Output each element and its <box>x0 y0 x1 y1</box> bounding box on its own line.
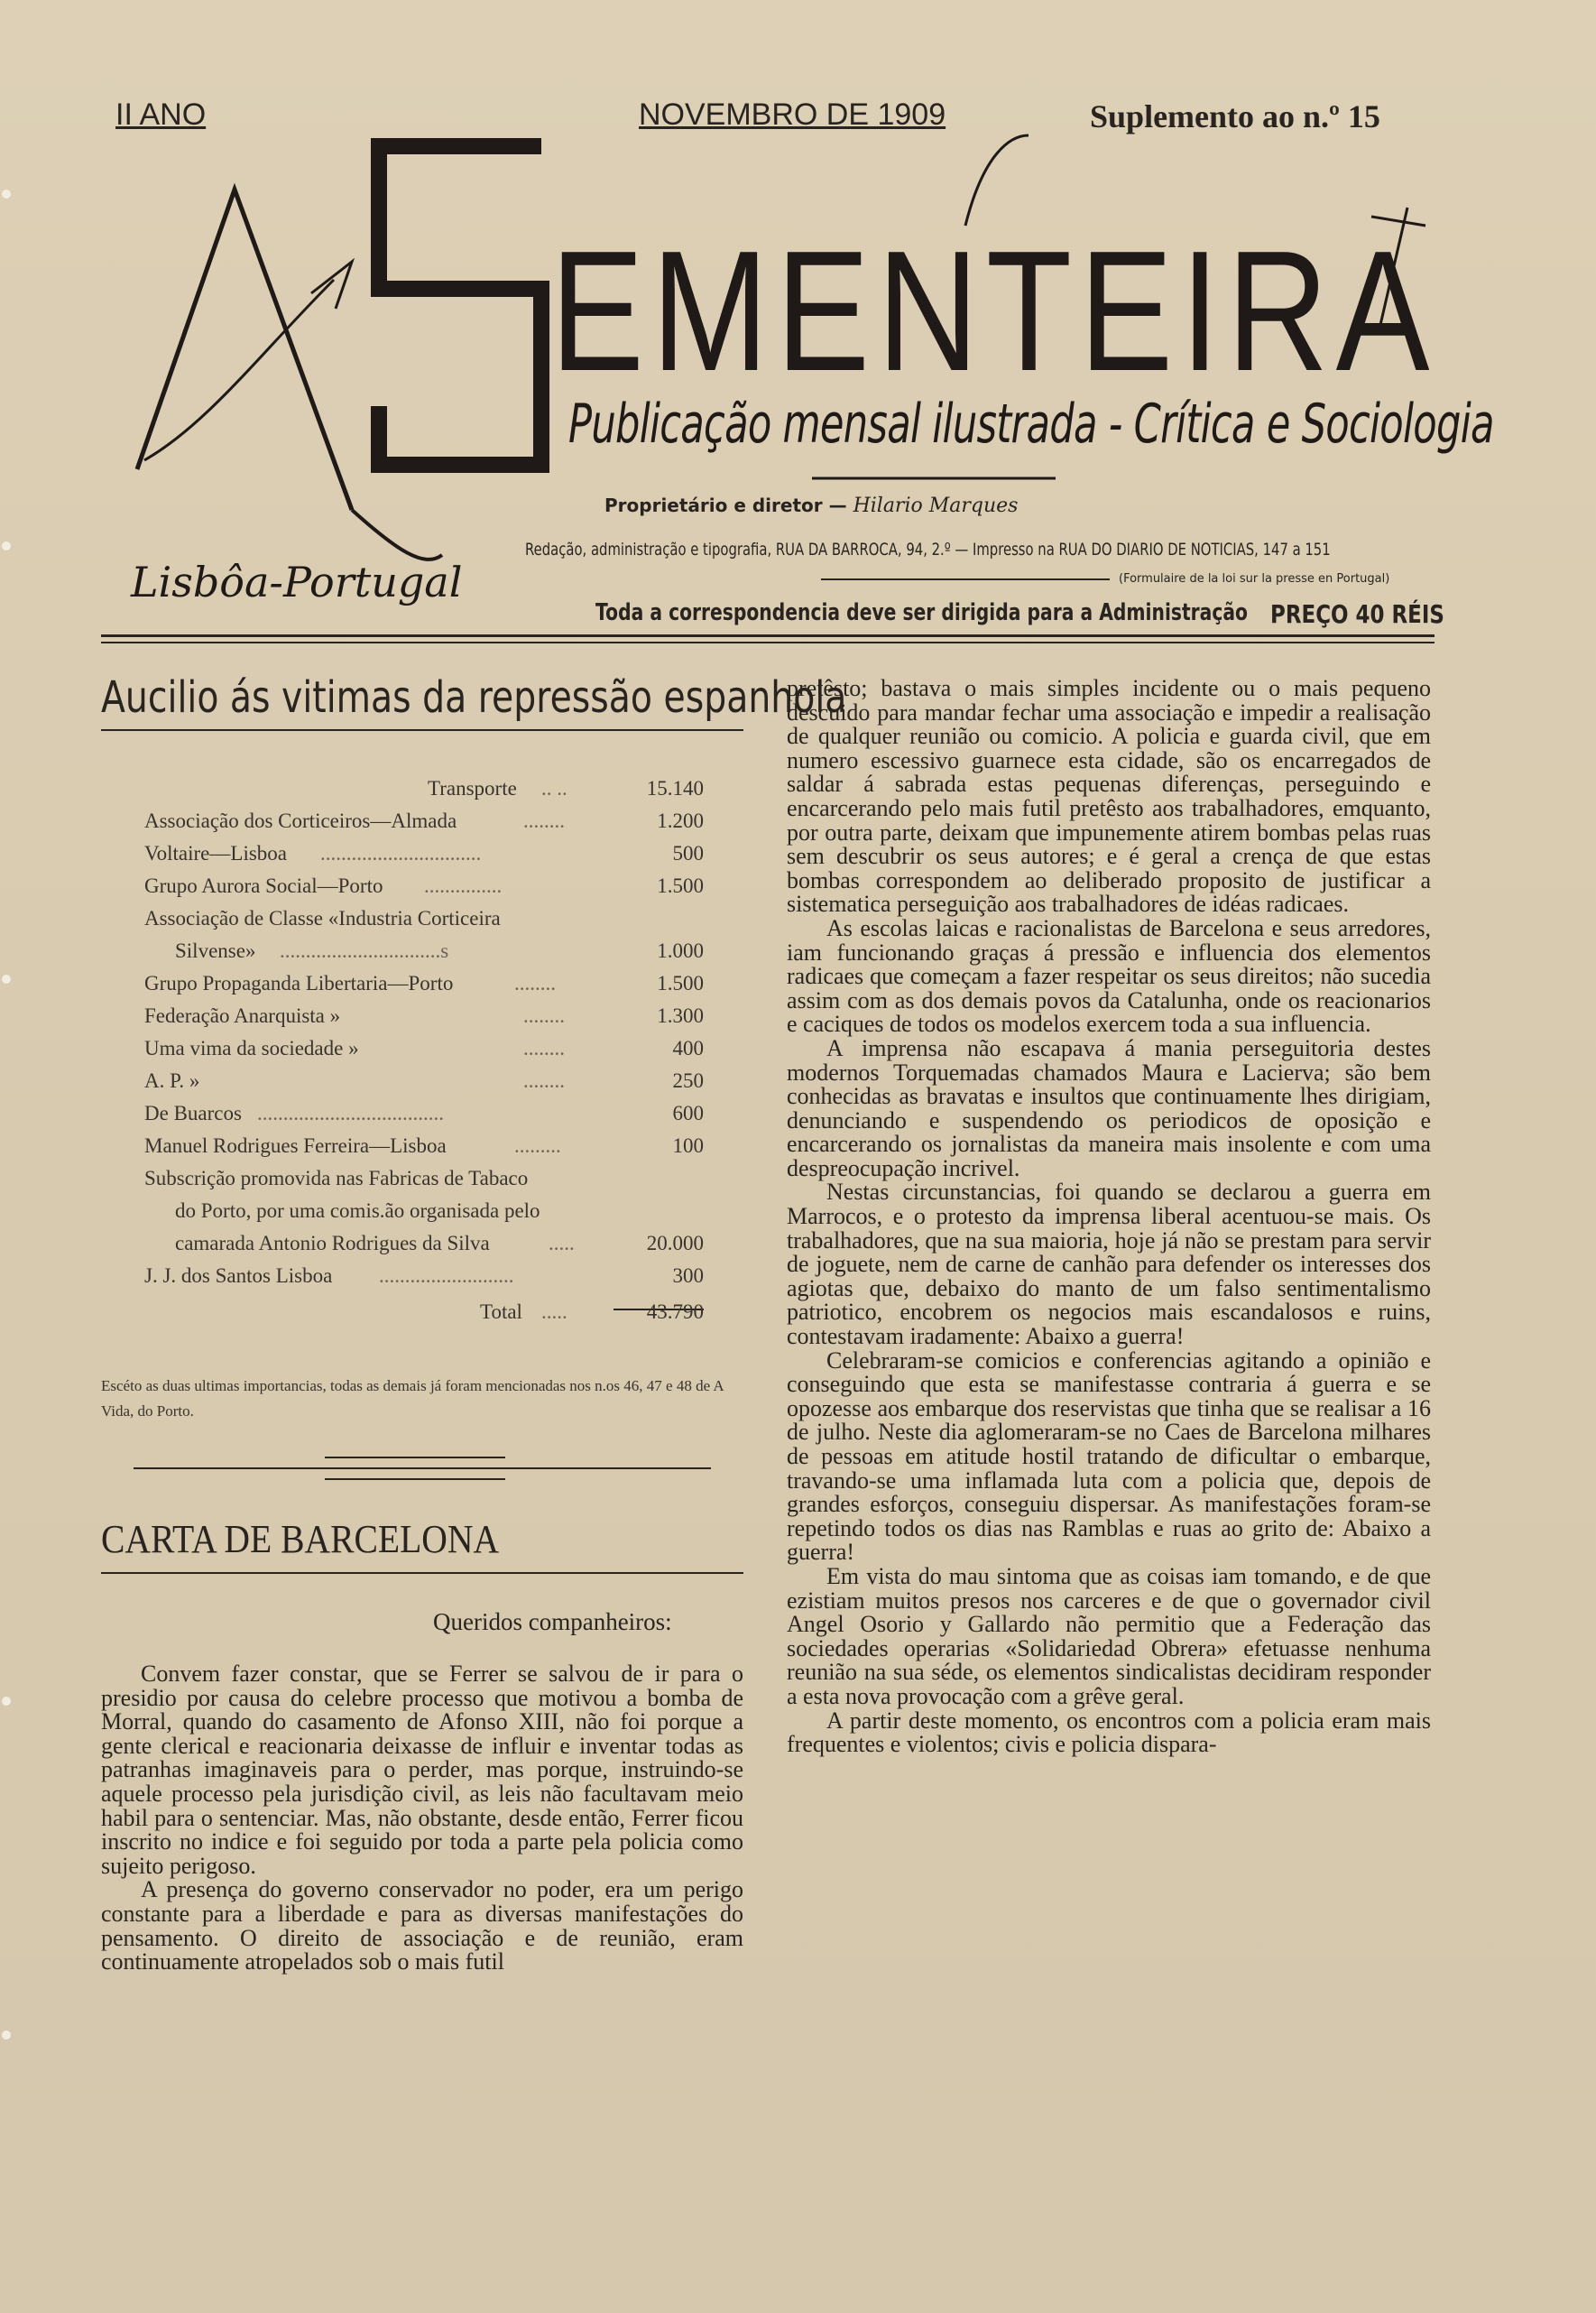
separator-rule <box>134 1467 711 1469</box>
torn-edge <box>0 0 20 2313</box>
owner-label: Proprietário e diretor — <box>604 495 847 516</box>
paragraph: Em vista do mau sintoma que as coisas iam tomando, e de que ezistiam muitos presos nos carceres e de que o governador civil Angel Osorio y Gallardo não permitio que a Federação das sociedades operarias «Solidariedad Obrera» efetuasse nenhuma reunião na sua séde, os elementos sindicalistas decidiram responder a esta nova provocação com a grêve geral. <box>787 1562 1431 1709</box>
paragraph: pretêsto; bastava o mais simples incidente ou o mais pequeno descuido para mandar fechar uma associação e impedir a realisação de qualquer reunião ou comicio. A policia e guarda civil, que em numero escessivo guarnece esta cidade, são os encarregados de saldar á sabrada estas pequenas diferenças, perseguindo e encarcerando pelo mais futil pretêsto aos trabalhadores, emquanto, por outra parte, deixam que impunemente atirem bombas pelas ruas sem descubrir os seus autores; e é geral a crença de que estas bombas correspondem ao deliberado proposito de justificar a sistematica perseguição aos trabalhadores de idéas radicaes. <box>787 675 1431 918</box>
masthead-subtitle: Publicação mensal ilustrada - Crítica e Sociologia <box>568 393 1494 456</box>
donation-row: Manuel Rodrigues Ferreira—Lisboa ......... 100 <box>144 1134 704 1157</box>
paragraph: Celebraram-se comicios e conferencias agitando a opinião e conseguindo que esta se manifestasse contraria á guerra e se opozesse aos embarque dos reservistas que tinha que se realisar a 16 de julho. Neste dia aglomeraram-se no Caes de Barcelona milhares de pessoas em atitude hostil tratando de dificultar o embarque, travando-se uma inflamada luta com a policia que, depois de grandes esforços, conseguiu dispersar. As manifestações foram-se repetindo todos os dias nas Ramblas e ruas ao grito de: Abaixo a guerra! <box>787 1346 1431 1566</box>
donation-row: A. P. » ........ 250 <box>144 1069 704 1092</box>
address-underline <box>821 578 1110 580</box>
donations-list <box>144 773 704 1328</box>
donation-row: Federação Anarquista » ........ 1.300 <box>144 1004 704 1027</box>
donation-row: Voltaire—Lisboa ............................... 500 <box>144 842 704 865</box>
donation-row: Transporte .. .. 15.140 <box>428 777 704 800</box>
donation-row: do Porto, por uma comis.ão organisada pelo <box>175 1199 540 1222</box>
press-law-note: (Formulaire de la loi sur la presse en Portugal) <box>1119 572 1390 586</box>
carta-heading: CARTA DE BARCELONA <box>101 1517 500 1561</box>
address-line: Redação, administração e tipografia, RUA DA BARROCA, 94, 2.º — Impresso na RUA DO DIARIO DE NOTICIAS, 147 a 151 <box>525 540 1331 560</box>
carta-heading-rule <box>101 1572 743 1574</box>
paragraph: A partir deste momento, os encontros com a policia eram mais frequentes e violentos; civis e policia dispara- <box>787 1707 1431 1758</box>
auxilio-heading: Aucilio ás vitimas da repressão espanhola <box>101 672 847 723</box>
header-rule-top <box>101 634 1435 637</box>
donation-row: Grupo Aurora Social—Porto ............... 1.500 <box>144 874 704 897</box>
donations-note: Escéto as duas ultimas importancias, todas as demais já foram mencionadas nos n.os 46, 47 e 48 de A Vida, do Porto. <box>101 1377 724 1420</box>
correspondence-note: Toda a correspondencia deve ser dirigida para a Administração <box>595 599 1248 626</box>
total-label: Total <box>480 1300 522 1323</box>
donation-row: J. J. dos Santos Lisboa .......................... 300 <box>144 1264 704 1287</box>
paragraph: A presença do governo conservador no poder, era um perigo constante para a liberdade e para as diversas manifestações do pensamento. O direito de associação e de reunião, eram continuamente atropelados sob o mais futil <box>101 1876 743 1975</box>
price-label: PREÇO 40 RÉIS <box>1270 599 1444 629</box>
donation-total-row: Total ..... 43.790 <box>144 1296 704 1328</box>
issue-date: NOVEMBRO DE 1909 <box>639 97 946 132</box>
paragraph: As escolas laicas e racionalistas de Barcelona e seus arredores, iam funcionando graças á pressão e influencia dos elementos radicaes que começam a fazer respeitar os seus direitos; não sucedia assim com as dos demais povos da Catalunha, onde os reacionarios e caciques de todos os modelos exercem toda a sua influencia. <box>787 914 1431 1038</box>
owner-line <box>604 495 1018 517</box>
owner-name: Hilario Marques <box>853 495 1019 517</box>
donation-row: camarada Antonio Rodrigues da Silva ..... 20.000 <box>175 1232 704 1254</box>
carta-greeting: Queridos companheiros: <box>433 1608 672 1635</box>
auxilio-heading-rule <box>101 729 743 731</box>
carta-left-column <box>101 1662 743 1975</box>
donation-row: De Buarcos .................................... 600 <box>144 1102 704 1124</box>
donation-row: Silvense» ...............................s 1.000 <box>175 939 704 962</box>
year-label: II ANO <box>115 97 207 132</box>
supplement-number: Suplemento ao n.º 15 <box>1090 98 1380 134</box>
separator-rule-small-top <box>325 1457 505 1458</box>
carta-right-column <box>787 677 1431 1757</box>
header-rule-bottom <box>101 642 1435 643</box>
total-amount: 43.790 <box>646 1300 704 1323</box>
paragraph: A imprensa não escapava á mania perseguitoria destes modernos Torquemadas chamados Maura e Lacierva; são bem conhecidas as bravatas e insultos que continuamente lhes dirigiam, denunciando e suspendendo os periodicos de oposição e encarcerando os jornalistas da maneira mais insolente e com uma despreocupação incrivel. <box>787 1034 1431 1181</box>
separator-rule-small-bottom <box>325 1478 505 1480</box>
donation-row: Subscrição promovida nas Fabricas de Tabaco <box>144 1167 529 1189</box>
place-label: Lisbôa-Portugal <box>131 558 463 606</box>
paragraph: Convem fazer constar, que se Ferrer se salvou de ir para o presidio por causa do celebre processo que motivou a bomba de Morral, quando do casamento de Afonso XIII, não foi porque a gente clerical e reacionaria deixasse de influir e inventar todas as patranhas imaginaveis para o perder, mas porque, instruindo-se aquele processo pela jurisdição civil, as leis não facultavam meio habil para o sentenciar. Mas, não obstante, desde então, Ferrer ficou inscrito no indice e foi seguido por toda a parte pela policia como sujeito perigoso. <box>101 1661 743 1879</box>
donation-row: Associação dos Corticeiros—Almada ........ 1.200 <box>144 810 704 832</box>
donation-row: Associação de Classe «Industria Corticeira <box>144 907 501 930</box>
masthead-title: EMENTEIRA <box>550 216 1437 407</box>
paragraph: Nestas circunstancias, foi quando se declarou a guerra em Marrocos, e o protesto da imprensa liberal acentuou-se mais. Os trabalhadores, que na sua maioria, hoje já não se prestam para servir de joguete, nem de carne de canhão para defender os interesses dos agiotas que, debaixo do manto de um falso sentimentalismo patriotico, encobrem os negocios mais escandalosos e ruins, contestavam iradamente: Abaixo a guerra! <box>787 1179 1431 1350</box>
donation-row: Grupo Propaganda Libertaria—Porto ........ 1.500 <box>144 972 704 995</box>
donation-row: Uma vima da sociedade » ........ 400 <box>144 1037 704 1059</box>
